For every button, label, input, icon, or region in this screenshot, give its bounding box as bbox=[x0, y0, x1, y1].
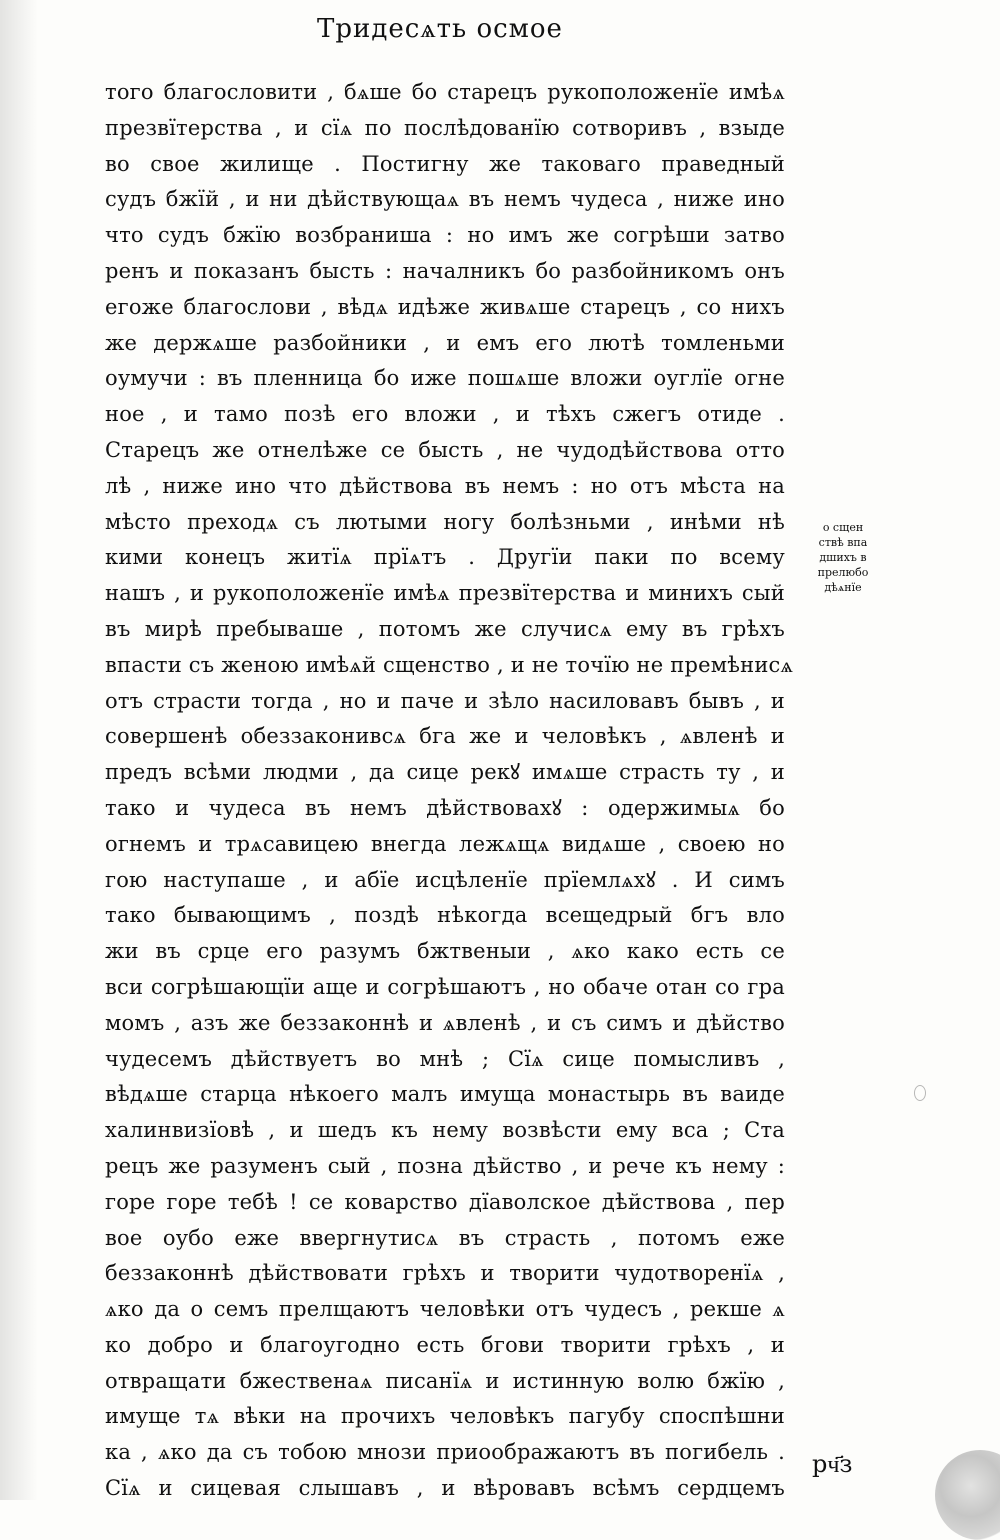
text-line: беззаконнѣ дѣйствовати грѣхъ и творити чудотворенїѧ , bbox=[105, 1261, 785, 1286]
text-line: оумучи : въ пленница бо иже пошѧше вложи оуглїе огне bbox=[105, 366, 785, 391]
text-line: огнемъ и трѧсавицею внегда лежѧщѧ видѧше , своею но bbox=[105, 831, 785, 856]
page-number: рч҃з bbox=[812, 1450, 853, 1478]
text-line: отъ страсти тогда , но и паче и зѣло насиловавъ бывъ , и bbox=[105, 688, 785, 713]
text-line: чудесемъ дѣйствуетъ во мнѣ ; Сїѧ сице помысливъ , bbox=[105, 1046, 785, 1071]
ink-smudge bbox=[914, 1085, 926, 1101]
text-line: Старецъ же отнелѣже се бысть , не чудодѣйствова отто bbox=[105, 437, 785, 462]
margin-note-line: о сщен bbox=[822, 521, 864, 534]
text-line: предъ всѣми людми , да сице рекꙋ имѧше страсть ту , и bbox=[105, 760, 785, 785]
text-line: жи въ срце его разумъ бжтвеныи , ѧко како есть се bbox=[105, 939, 785, 964]
scan-shadow bbox=[0, 0, 38, 1500]
margin-note-line: дѣѧнїе bbox=[824, 581, 862, 594]
corner-stamp-mark bbox=[935, 1450, 1000, 1540]
text-line: тако и чудеса въ немъ дѣйствовахꙋ : одержимыѧ бо bbox=[105, 795, 785, 820]
page-heading: Тридесѧть осмое bbox=[317, 14, 563, 44]
text-line: ное , и тамо позѣ его вложи , и тѣхъ сжегъ отиде . bbox=[105, 402, 785, 427]
text-line: же держѧше разбойники , и емъ его лютѣ томленьми bbox=[105, 330, 785, 355]
margin-note bbox=[808, 520, 878, 595]
text-line: ренъ и показанъ бысть : началникъ бо разбойникомъ онъ bbox=[105, 258, 785, 283]
text-line: рецъ же разуменъ сый , позна дѣйство , и рече къ нему : bbox=[105, 1153, 785, 1178]
text-line: въ мирѣ пребываше , потомъ же случисѧ ему въ грѣхъ bbox=[105, 616, 785, 641]
text-line: вѣдѧше старца нѣкоего малъ имуща монастырь въ ваиде bbox=[105, 1082, 785, 1107]
text-line: горе горе тебѣ ! се коварство дїаволское дѣйствова , пер bbox=[105, 1189, 785, 1214]
text-line: ка , ѧко да съ тобою мнози приоображаютъ въ погибель . bbox=[105, 1440, 785, 1465]
margin-note-line: прелюбо bbox=[817, 566, 869, 579]
text-line: что судъ бжїю возбраниша : но имъ же согрѣши затво bbox=[105, 223, 785, 248]
text-line: совершенѣ обеззаконивсѧ бга же и человѣкъ , ѧвленѣ и bbox=[105, 724, 785, 749]
text-line: Сїѧ и сицевая слышавъ , и вѣровавъ всѣмъ сердцемъ bbox=[105, 1476, 785, 1501]
text-line: халинвизїовѣ , и шедъ къ нему возвѣсти ему вса ; Ста bbox=[105, 1118, 785, 1143]
text-line: лѣ , ниже ино что дѣйствова въ немъ : но отъ мѣста на bbox=[105, 473, 785, 498]
text-line: егоже благослови , вѣдѧ идѣже живѧше старецъ , со нихъ bbox=[105, 294, 785, 319]
text-line: кими конецъ житїѧ прїѧтъ . Другїи паки по всему bbox=[105, 545, 785, 570]
margin-note-line: ствѣ впа bbox=[818, 536, 868, 549]
text-line: нашъ , и рукоположенїе имѣѧ презвїтерства и минихъ сый bbox=[105, 581, 785, 606]
text-line: того благословити , бѧше бо старецъ рукоположенїе имѣѧ bbox=[105, 80, 785, 104]
text-line: гою наступаше , и абїе исцѣленїе прїемлѧхꙋ . И симъ bbox=[105, 867, 785, 892]
text-line: судъ бжїй , и ни дѣйствующаѧ въ немъ чудеса , ниже ино bbox=[105, 187, 785, 212]
body-text bbox=[105, 75, 794, 1507]
text-line: ко добро и благоугодно есть бгови творити грѣхъ , и bbox=[105, 1332, 785, 1357]
text-line: вси согрѣшающїи аще и согрѣшаютъ , но обаче отан со гра bbox=[105, 974, 785, 999]
text-line: вое оубо еже ввергнутисѧ въ страсть , потомъ еже bbox=[105, 1225, 785, 1250]
text-line: презвїтерства , и сїѧ по послѣдованїю сотворивъ , взыде bbox=[105, 115, 785, 140]
text-line: во свое жилище . Постигну же таковаго праведный bbox=[105, 151, 785, 176]
text-line: тако бывающимъ , поздѣ нѣкогда всещедрый бгъ вло bbox=[105, 903, 785, 928]
text-line: отвращати бжественаѧ писанїѧ и истинную волю бжїю , bbox=[105, 1368, 785, 1393]
text-line: впасти съ женою имѣѧй сщенство , и не точїю не премѣнисѧ bbox=[105, 652, 794, 677]
text-line: момъ , азъ же беззаконнѣ и ѧвленѣ , и съ симъ и дѣйство bbox=[105, 1010, 785, 1035]
margin-note-line: дшихъ в bbox=[819, 551, 867, 564]
text-line: ѧко да о семъ прелщаютъ человѣки отъ чудесъ , рекше ѧ bbox=[105, 1297, 785, 1322]
text-line: имуще тѧ вѣки на прочихъ человѣкъ пагубу споспѣшни bbox=[105, 1404, 785, 1429]
text-line: мѣсто преходѧ съ лютыми ногу болѣзньми , инѣми нѣ bbox=[105, 509, 785, 534]
